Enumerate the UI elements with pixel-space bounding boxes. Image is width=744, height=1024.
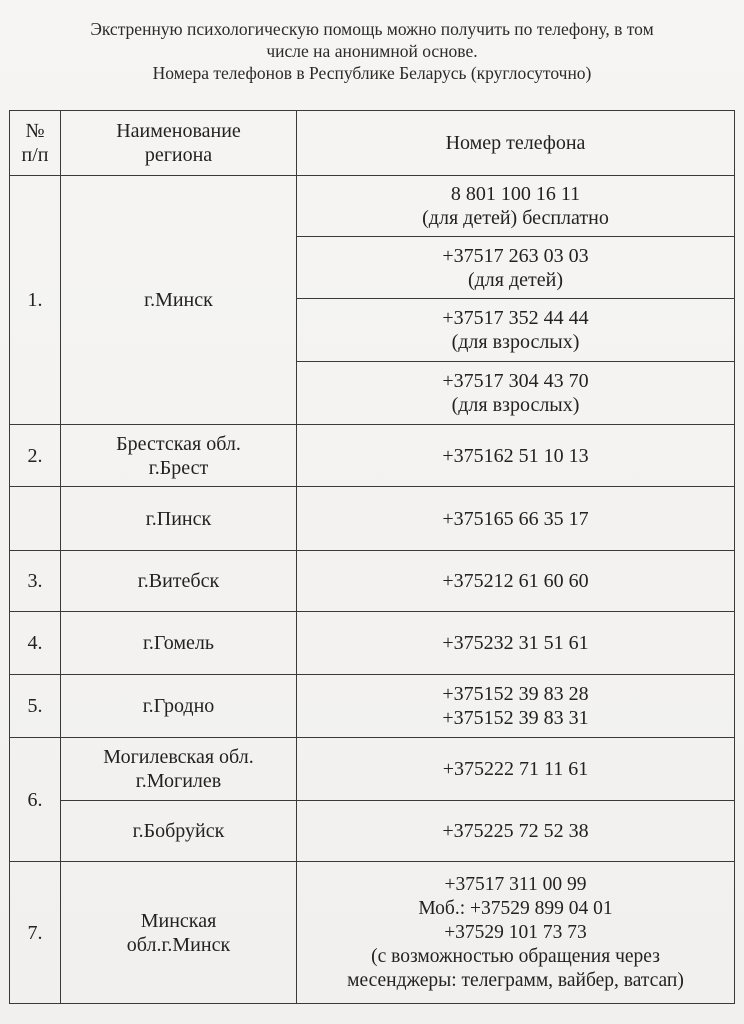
phone-note: (для взрослых) [451, 394, 580, 416]
table-row-vitebsk [10, 551, 735, 612]
cell-region-mogilev [61, 738, 297, 801]
cell-number-minsk-region: 7. [10, 862, 61, 1004]
cell-phone-minsk-3 [297, 299, 735, 362]
cell-phone-pinsk: +375165 66 35 17 [297, 487, 735, 551]
phone-table [9, 110, 735, 1004]
intro-text [8, 18, 736, 84]
cell-number-vitebsk: 3. [10, 551, 61, 612]
cell-region-bobruisk: г.Бобруйск [61, 801, 297, 862]
region-line-2: г.Брест [148, 456, 209, 479]
table-row-minsk-1 [10, 176, 735, 237]
cell-phone-mogilev: +375222 71 11 61 [297, 738, 735, 801]
header-region [61, 111, 297, 176]
cell-region-vitebsk: г.Витебск [61, 551, 297, 612]
phone-number: +37517 304 43 70 [442, 370, 589, 392]
cell-phone-minsk-1 [297, 176, 735, 237]
table-header-row [10, 111, 735, 176]
phone-note: (с возможностью обращения через [371, 945, 660, 967]
table-row-pinsk [10, 487, 735, 551]
cell-phone-bobruisk: +375225 72 52 38 [297, 801, 735, 862]
region-line-1: Минская [140, 909, 217, 932]
cell-region-grodno: г.Гродно [61, 675, 297, 738]
header-region-line-2: региона [144, 144, 213, 166]
cell-number-gomel: 4. [10, 612, 61, 675]
phone-number: +37529 101 73 73 [444, 921, 587, 943]
cell-phone-grodno [297, 675, 735, 738]
header-number-line-1: № [25, 120, 45, 142]
table-row-minsk-region [10, 862, 735, 1004]
cell-phone-vitebsk: +375212 61 60 60 [297, 551, 735, 612]
cell-region-pinsk: г.Пинск [61, 487, 297, 551]
phone-number: +375152 39 83 31 [442, 707, 589, 729]
header-region-line-1: Наименование [116, 120, 241, 142]
table-row-gomel [10, 612, 735, 675]
cell-region-gomel: г.Гомель [61, 612, 297, 675]
cell-phone-minsk-2 [297, 237, 735, 299]
cell-phone-gomel: +375232 31 51 61 [297, 612, 735, 675]
table-row-brest [10, 425, 735, 487]
cell-phone-brest: +375162 51 10 13 [297, 425, 735, 487]
table-row-grodno [10, 675, 735, 738]
cell-region-minsk-region [61, 862, 297, 1004]
header-phone-label: Номер телефона [445, 132, 586, 154]
intro-line-2: числе на анонимной основе. [266, 41, 478, 61]
region-line-1: Брестская обл. [116, 432, 241, 455]
phone-note: месенджеры: телеграмм, вайбер, ватсап) [347, 969, 684, 991]
region-line-2: г.Могилев [135, 770, 222, 792]
cell-number-mogilev: 6. [10, 738, 61, 862]
cell-number-minsk: 1. [10, 176, 61, 425]
table-row-mogilev [10, 738, 735, 801]
region-line-2: обл.г.Минск [126, 933, 231, 956]
cell-phone-minsk-4 [297, 362, 735, 425]
table-row-bobruisk [10, 801, 735, 862]
cell-number-grodno: 5. [10, 675, 61, 738]
phone-mobile: Моб.: +37529 899 04 01 [418, 897, 613, 919]
phone-number: +37517 263 03 03 [442, 244, 589, 267]
intro-line-3: Номера телефонов в Республике Беларусь (круглосуточно) [152, 63, 592, 83]
phone-number: 8 801 100 16 11 [450, 183, 581, 205]
header-phone [297, 111, 735, 176]
header-number-line-2: п/п [21, 144, 49, 166]
cell-phone-minsk-region [297, 862, 735, 1004]
cell-number-brest: 2. [10, 425, 61, 487]
phone-number: +37517 352 44 44 [442, 307, 589, 329]
header-number [10, 111, 61, 176]
phone-note: (для взрослых) [451, 331, 580, 353]
cell-region-brest [61, 425, 297, 487]
phone-number: +375152 39 83 28 [442, 683, 589, 705]
phone-note: (для детей) бесплатно [422, 207, 609, 229]
cell-region-minsk: г.Минск [61, 176, 297, 425]
intro-line-1: Экстренную психологическую помощь можно получить по телефону, в том [90, 19, 654, 39]
cell-number-pinsk [10, 487, 61, 551]
phone-number: +37517 311 00 99 [444, 873, 587, 895]
phone-note: (для детей) [467, 268, 564, 291]
region-line-1: Могилевская обл. [103, 746, 254, 768]
